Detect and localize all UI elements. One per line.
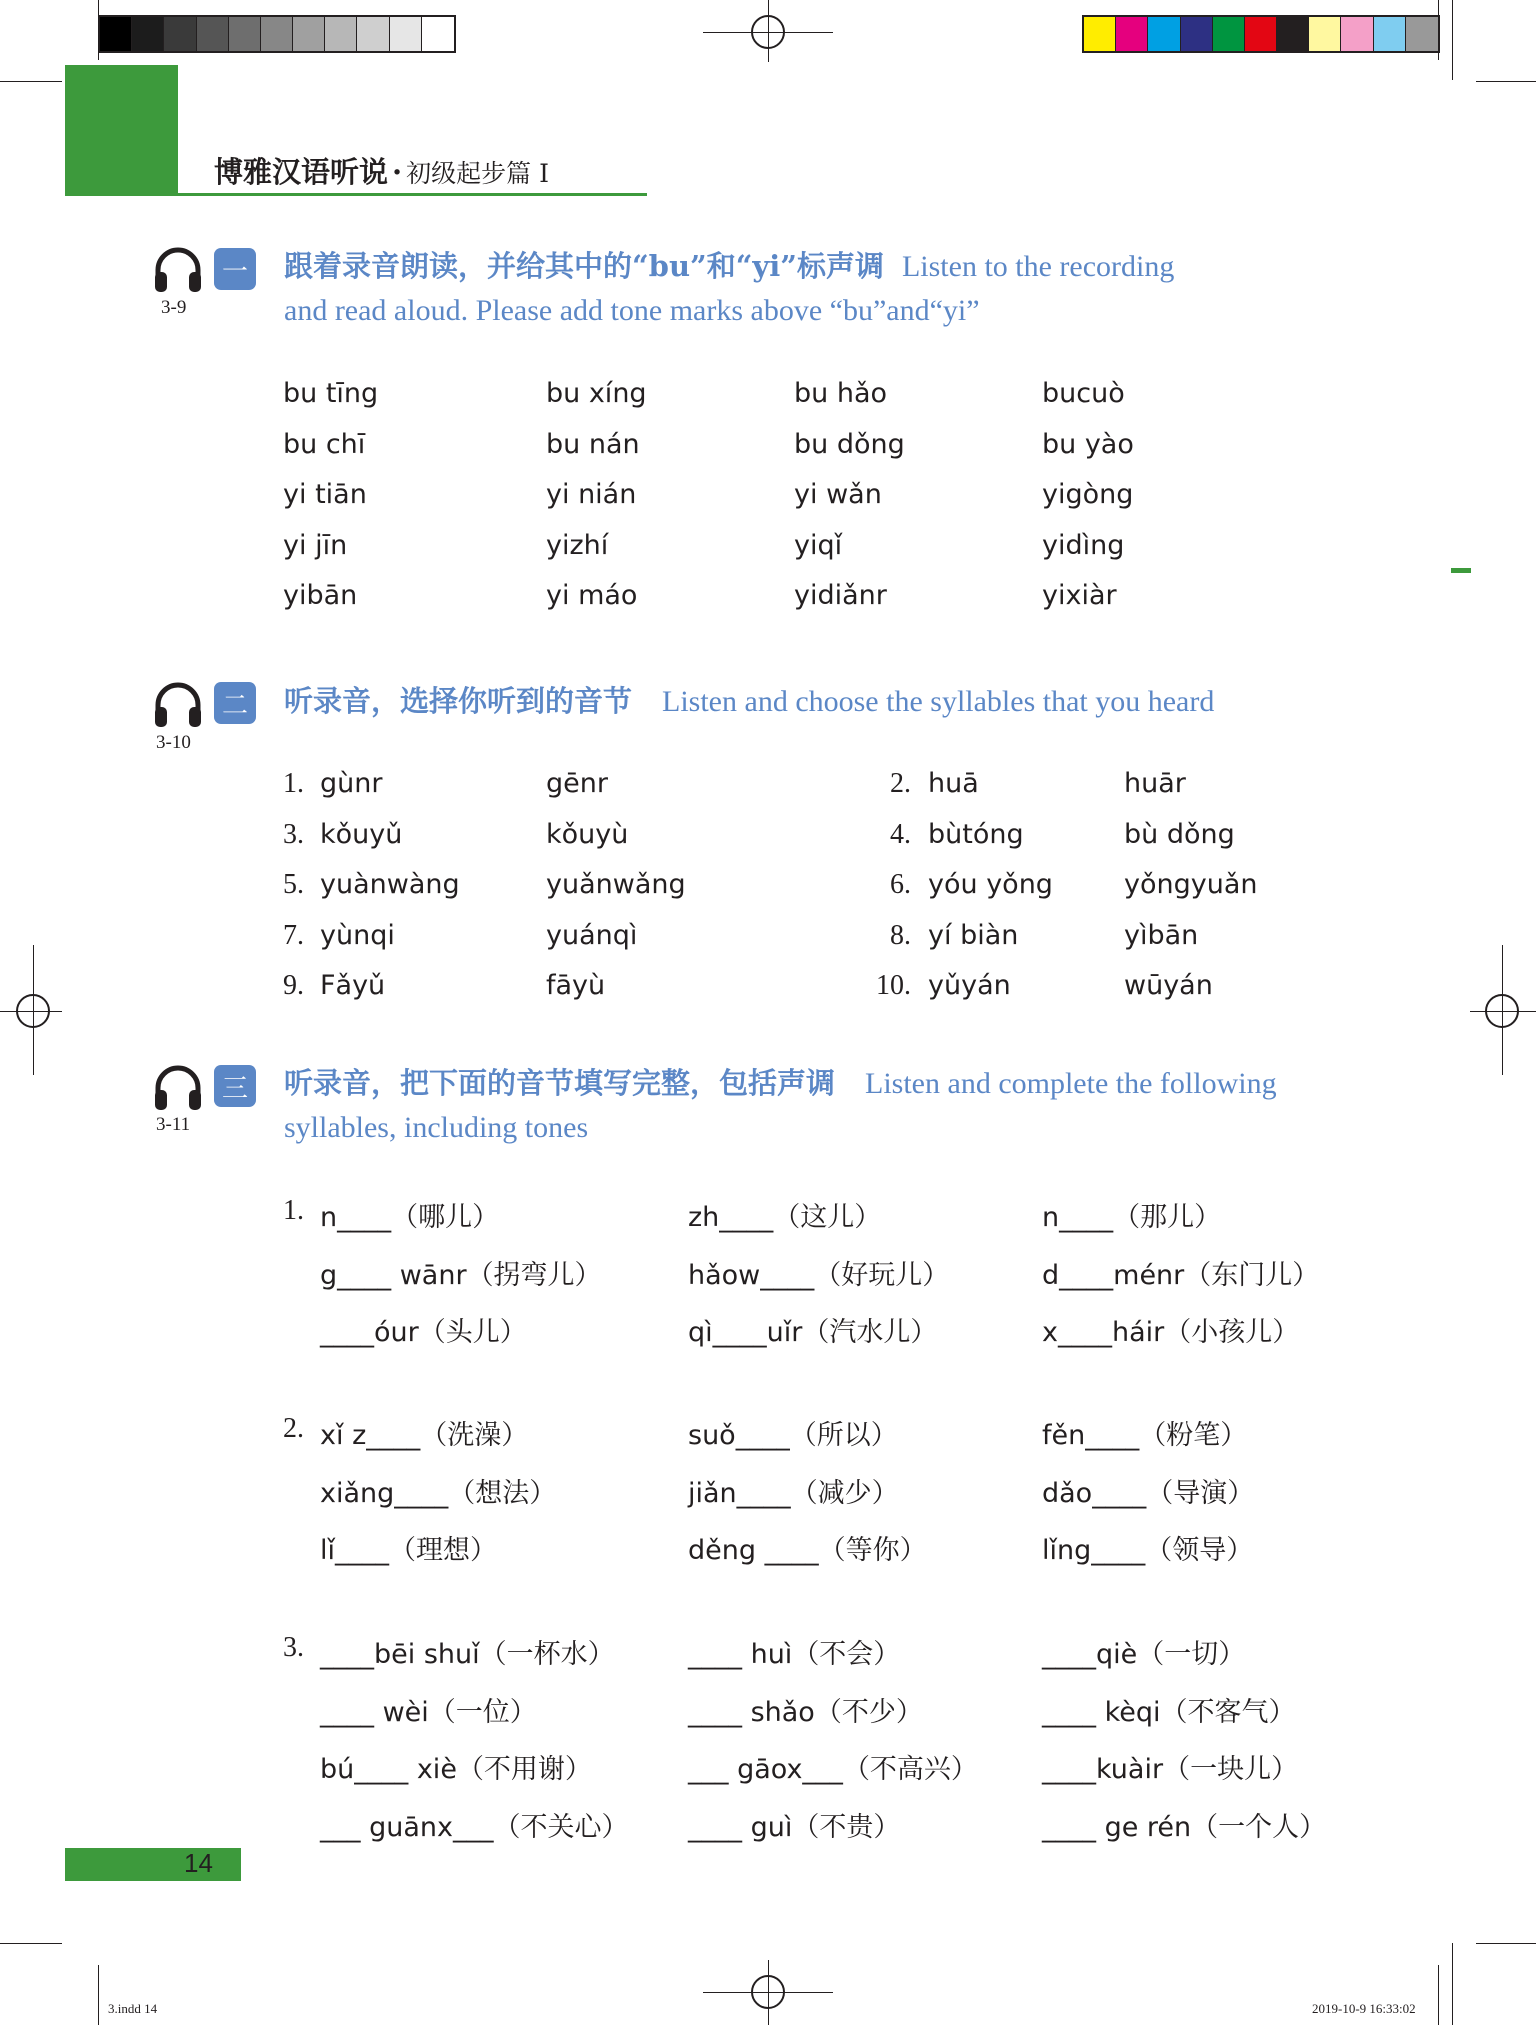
fill-in-item bbox=[688, 1632, 900, 1671]
pinyin-blank: ____ ge rén bbox=[1042, 1811, 1192, 1843]
gray-swatch bbox=[293, 17, 325, 51]
gray-swatch bbox=[422, 17, 454, 51]
item-number: 2. bbox=[890, 768, 911, 799]
pinyin-blank: n____ bbox=[1042, 1202, 1114, 1233]
chinese-hint: （粉笔） bbox=[1139, 1420, 1248, 1451]
syllable-option-a: bùtóng bbox=[928, 818, 1024, 850]
color-swatch bbox=[1148, 17, 1180, 51]
item-number: 1. bbox=[283, 768, 304, 799]
section-number-badge: 一 bbox=[214, 248, 256, 290]
chinese-hint: （不用谢） bbox=[456, 1754, 592, 1785]
fill-in-item bbox=[688, 1528, 927, 1567]
color-swatch bbox=[1277, 17, 1309, 51]
syllable-option-b: yǒngyuǎn bbox=[1124, 869, 1258, 900]
pinyin-item: bu chī bbox=[283, 428, 366, 460]
section-title-en: Listen to the recording bbox=[901, 250, 1175, 283]
chinese-hint: （东门儿） bbox=[1184, 1259, 1320, 1291]
pinyin-item: bu xíng bbox=[546, 378, 647, 409]
pinyin-blank: ___ guānx___ bbox=[320, 1811, 494, 1843]
track-number: 3-10 bbox=[156, 732, 191, 753]
chinese-hint: （领导） bbox=[1145, 1535, 1254, 1566]
pinyin-item: bu hǎo bbox=[794, 378, 888, 409]
pinyin-item: bu tīng bbox=[283, 378, 379, 409]
fill-in-item bbox=[1042, 1253, 1319, 1292]
chinese-hint: （不关心） bbox=[493, 1811, 629, 1843]
pinyin-blank: lǐng____ bbox=[1042, 1535, 1146, 1566]
syllable-option-a: yùnqi bbox=[320, 919, 395, 951]
gray-swatch bbox=[132, 17, 164, 51]
fill-in-item bbox=[320, 1195, 499, 1234]
pinyin-item: bucuò bbox=[1042, 378, 1125, 409]
pinyin-blank: děng ____ bbox=[688, 1535, 819, 1566]
pinyin-item: yizhí bbox=[546, 529, 609, 561]
syllable-option-b: bù dǒng bbox=[1124, 818, 1235, 850]
pinyin-item: yidiǎnr bbox=[794, 580, 887, 611]
chinese-hint: （不贵） bbox=[792, 1811, 901, 1843]
headphones-icon bbox=[152, 244, 204, 296]
pinyin-blank: ____ wèi bbox=[320, 1696, 429, 1728]
chinese-hint: （哪儿） bbox=[391, 1202, 500, 1233]
page-number-bar bbox=[65, 1848, 241, 1881]
pinyin-blank: ____ shǎo bbox=[688, 1696, 815, 1728]
pinyin-blank: qì____uǐr bbox=[688, 1317, 803, 1348]
section-title-en-2: syllables, including tones bbox=[284, 1111, 589, 1144]
section-number-badge: 三 bbox=[214, 1065, 256, 1107]
section-title-en: Listen and choose the syllables that you heard bbox=[662, 685, 1215, 718]
pinyin-item: yi nián bbox=[546, 479, 637, 510]
section-title-cn: 跟着录音朗读，并给其中的“bu”和“yi”标声调 bbox=[284, 249, 884, 283]
pinyin-blank: ____kuàir bbox=[1042, 1754, 1164, 1785]
syllable-option-a: yuànwàng bbox=[320, 869, 460, 900]
gray-swatch-bar bbox=[98, 15, 456, 53]
pinyin-blank: zh____ bbox=[688, 1202, 774, 1233]
fill-in-item bbox=[688, 1471, 899, 1510]
fill-in-item bbox=[320, 1690, 537, 1729]
gray-swatch bbox=[261, 17, 293, 51]
fill-in-item bbox=[688, 1413, 898, 1452]
headphones-icon bbox=[152, 1062, 204, 1114]
group-number: 1. bbox=[283, 1195, 304, 1226]
pinyin-item: bu nán bbox=[546, 428, 640, 460]
pinyin-item: bu dǒng bbox=[794, 428, 905, 460]
fill-in-item bbox=[320, 1805, 628, 1844]
gray-swatch bbox=[325, 17, 357, 51]
gray-swatch bbox=[197, 17, 229, 51]
syllable-option-b: fāyù bbox=[546, 970, 606, 1001]
fill-in-item bbox=[320, 1471, 556, 1510]
syllable-option-a: gùnr bbox=[320, 768, 383, 799]
gray-swatch bbox=[390, 17, 422, 51]
pinyin-blank: d____ménr bbox=[1042, 1259, 1185, 1291]
book-title-main: 博雅汉语听说 bbox=[214, 155, 389, 189]
chinese-hint: （导演） bbox=[1146, 1477, 1255, 1509]
color-swatch bbox=[1341, 17, 1373, 51]
pinyin-blank: x____háir bbox=[1042, 1317, 1165, 1348]
fill-in-item bbox=[1042, 1747, 1298, 1786]
pinyin-blank: hǎow____ bbox=[688, 1259, 815, 1291]
syllable-option-b: yìbān bbox=[1124, 919, 1199, 951]
pinyin-item: yi wǎn bbox=[794, 479, 882, 510]
syllable-option-a: yí biàn bbox=[928, 919, 1019, 951]
fill-in-item bbox=[320, 1747, 592, 1786]
item-number: 4. bbox=[890, 818, 911, 850]
section-title-cn: 听录音，把下面的音节填写完整，包括声调 bbox=[284, 1066, 836, 1100]
gray-swatch bbox=[100, 17, 132, 51]
color-swatch bbox=[1084, 17, 1116, 51]
fill-in-item bbox=[320, 1310, 527, 1349]
pinyin-blank: bú____ xiè bbox=[320, 1754, 457, 1785]
item-number: 8. bbox=[890, 919, 911, 951]
pinyin-item: bu yào bbox=[1042, 428, 1134, 460]
fill-in-item bbox=[688, 1310, 937, 1349]
fill-in-item bbox=[1042, 1805, 1326, 1844]
page-number: 14 bbox=[184, 1848, 213, 1878]
section-2-title bbox=[284, 679, 1324, 724]
headphones-icon bbox=[152, 679, 204, 731]
syllable-option-b: gēnr bbox=[546, 768, 608, 799]
fill-in-item bbox=[1042, 1310, 1299, 1349]
color-swatch bbox=[1309, 17, 1341, 51]
fill-in-item bbox=[1042, 1632, 1245, 1671]
section-number-badge: 二 bbox=[214, 682, 256, 724]
title-separator: · bbox=[392, 155, 403, 189]
fill-in-item bbox=[688, 1690, 923, 1729]
section-title-cn: 听录音，选择你听到的音节 bbox=[284, 684, 633, 718]
chinese-hint: （一个人） bbox=[1191, 1811, 1327, 1843]
syllable-option-a: Fǎyǔ bbox=[320, 970, 386, 1001]
pinyin-blank: dǎo____ bbox=[1042, 1477, 1147, 1509]
pinyin-blank: suǒ____ bbox=[688, 1420, 790, 1451]
pinyin-blank: lǐ____ bbox=[320, 1535, 390, 1566]
section-3-title bbox=[284, 1061, 1324, 1150]
syllable-option-b: wūyán bbox=[1124, 970, 1213, 1001]
chinese-hint: （小孩儿） bbox=[1164, 1317, 1300, 1348]
book-title bbox=[214, 150, 549, 191]
fill-in-item bbox=[320, 1413, 528, 1452]
pinyin-blank: ____bēi shuǐ bbox=[320, 1639, 480, 1670]
fill-in-item bbox=[320, 1528, 497, 1567]
pinyin-blank: jiǎn____ bbox=[688, 1477, 791, 1509]
pinyin-item: yi tiān bbox=[283, 479, 367, 510]
chinese-hint: （所以） bbox=[789, 1420, 898, 1451]
item-number: 6. bbox=[890, 869, 911, 900]
pinyin-item: yidìng bbox=[1042, 529, 1125, 561]
chinese-hint: （拐弯儿） bbox=[466, 1259, 602, 1291]
pinyin-blank: ____ kèqi bbox=[1042, 1696, 1161, 1728]
pinyin-blank: ____qiè bbox=[1042, 1639, 1138, 1670]
pinyin-item: yibān bbox=[283, 580, 358, 611]
pinyin-item: yi máo bbox=[546, 580, 638, 611]
chinese-hint: （不高兴） bbox=[842, 1754, 978, 1785]
fill-in-item bbox=[1042, 1528, 1253, 1567]
pinyin-blank: ____ guì bbox=[688, 1811, 793, 1843]
track-number: 3-9 bbox=[161, 297, 187, 318]
chinese-hint: （一杯水） bbox=[479, 1639, 615, 1670]
fill-in-item bbox=[688, 1747, 978, 1786]
item-number: 10. bbox=[876, 970, 911, 1001]
pinyin-blank: xǐ z____ bbox=[320, 1420, 421, 1451]
pinyin-blank: n____ bbox=[320, 1202, 392, 1233]
pinyin-item: yi jīn bbox=[283, 529, 348, 561]
header-rule bbox=[65, 193, 647, 196]
chinese-hint: （头儿） bbox=[418, 1317, 527, 1348]
chinese-hint: （理想） bbox=[389, 1535, 498, 1566]
color-swatch bbox=[1245, 17, 1277, 51]
color-swatch-bar bbox=[1082, 15, 1440, 53]
chinese-hint: （洗澡） bbox=[420, 1420, 529, 1451]
syllable-option-b: huār bbox=[1124, 768, 1186, 799]
header-green-block bbox=[65, 65, 178, 195]
chinese-hint: （好玩儿） bbox=[814, 1259, 950, 1291]
chinese-hint: （一切） bbox=[1137, 1639, 1246, 1670]
thumb-tab-marker bbox=[1451, 568, 1471, 573]
gray-swatch bbox=[229, 17, 261, 51]
chinese-hint: （这儿） bbox=[773, 1202, 882, 1233]
chinese-hint: （一块儿） bbox=[1163, 1754, 1299, 1785]
item-number: 9. bbox=[283, 970, 304, 1001]
color-swatch bbox=[1406, 17, 1438, 51]
track-number: 3-11 bbox=[156, 1114, 191, 1135]
pinyin-blank: g____ wānr bbox=[320, 1259, 467, 1291]
color-swatch bbox=[1116, 17, 1148, 51]
footer-file-name: 3.indd 14 bbox=[108, 2001, 158, 2016]
chinese-hint: （一位） bbox=[428, 1696, 537, 1728]
pinyin-blank: fěn____ bbox=[1042, 1420, 1140, 1451]
syllable-option-a: kǒuyǔ bbox=[320, 818, 403, 850]
gray-swatch bbox=[164, 17, 196, 51]
section-title-en: Listen and complete the following bbox=[865, 1067, 1277, 1100]
fill-in-item bbox=[320, 1632, 615, 1671]
pinyin-item: yigòng bbox=[1042, 479, 1134, 510]
gray-swatch bbox=[357, 17, 389, 51]
group-number: 2. bbox=[283, 1413, 304, 1444]
fill-in-item bbox=[688, 1805, 900, 1844]
item-number: 7. bbox=[283, 919, 304, 951]
fill-in-item bbox=[1042, 1690, 1296, 1729]
chinese-hint: （不会） bbox=[792, 1639, 901, 1670]
fill-in-item bbox=[688, 1195, 881, 1234]
pinyin-item: yixiàr bbox=[1042, 580, 1117, 611]
pinyin-blank: ____ huì bbox=[688, 1639, 793, 1670]
section-1-title bbox=[284, 244, 1324, 333]
syllable-option-a: yǔyán bbox=[928, 970, 1011, 1001]
chinese-hint: （想法） bbox=[448, 1477, 557, 1509]
fill-in-item bbox=[320, 1253, 602, 1292]
chinese-hint: （那儿） bbox=[1113, 1202, 1222, 1233]
color-swatch bbox=[1213, 17, 1245, 51]
syllable-option-b: yuǎnwǎng bbox=[546, 869, 686, 900]
chinese-hint: （不客气） bbox=[1160, 1696, 1296, 1728]
footer-timestamp: 2019-10-9 16:33:02 bbox=[1312, 2001, 1416, 2016]
item-number: 5. bbox=[283, 869, 304, 900]
section-title-en-2: and read aloud. Please add tone marks above “bu”and“yi” bbox=[284, 294, 980, 327]
color-swatch bbox=[1181, 17, 1213, 51]
syllable-option-b: yuánqì bbox=[546, 919, 638, 951]
pinyin-item: yiqǐ bbox=[794, 529, 843, 561]
item-number: 3. bbox=[283, 818, 304, 850]
group-number: 3. bbox=[283, 1632, 304, 1663]
book-subtitle: 初级起步篇 I bbox=[406, 159, 549, 188]
syllable-option-a: yóu yǒng bbox=[928, 869, 1053, 900]
syllable-option-a: huā bbox=[928, 768, 979, 799]
fill-in-item bbox=[1042, 1195, 1221, 1234]
chinese-hint: （等你） bbox=[818, 1535, 927, 1566]
color-swatch bbox=[1374, 17, 1406, 51]
pinyin-blank: ___ gāox___ bbox=[688, 1754, 843, 1785]
chinese-hint: （汽水儿） bbox=[802, 1317, 938, 1348]
syllable-option-b: kǒuyù bbox=[546, 818, 629, 850]
pinyin-blank: xiǎng____ bbox=[320, 1477, 449, 1509]
pinyin-blank: ____óur bbox=[320, 1317, 419, 1348]
chinese-hint: （不少） bbox=[814, 1696, 923, 1728]
chinese-hint: （减少） bbox=[790, 1477, 899, 1509]
fill-in-item bbox=[1042, 1471, 1254, 1510]
fill-in-item bbox=[1042, 1413, 1247, 1452]
fill-in-item bbox=[688, 1253, 949, 1292]
